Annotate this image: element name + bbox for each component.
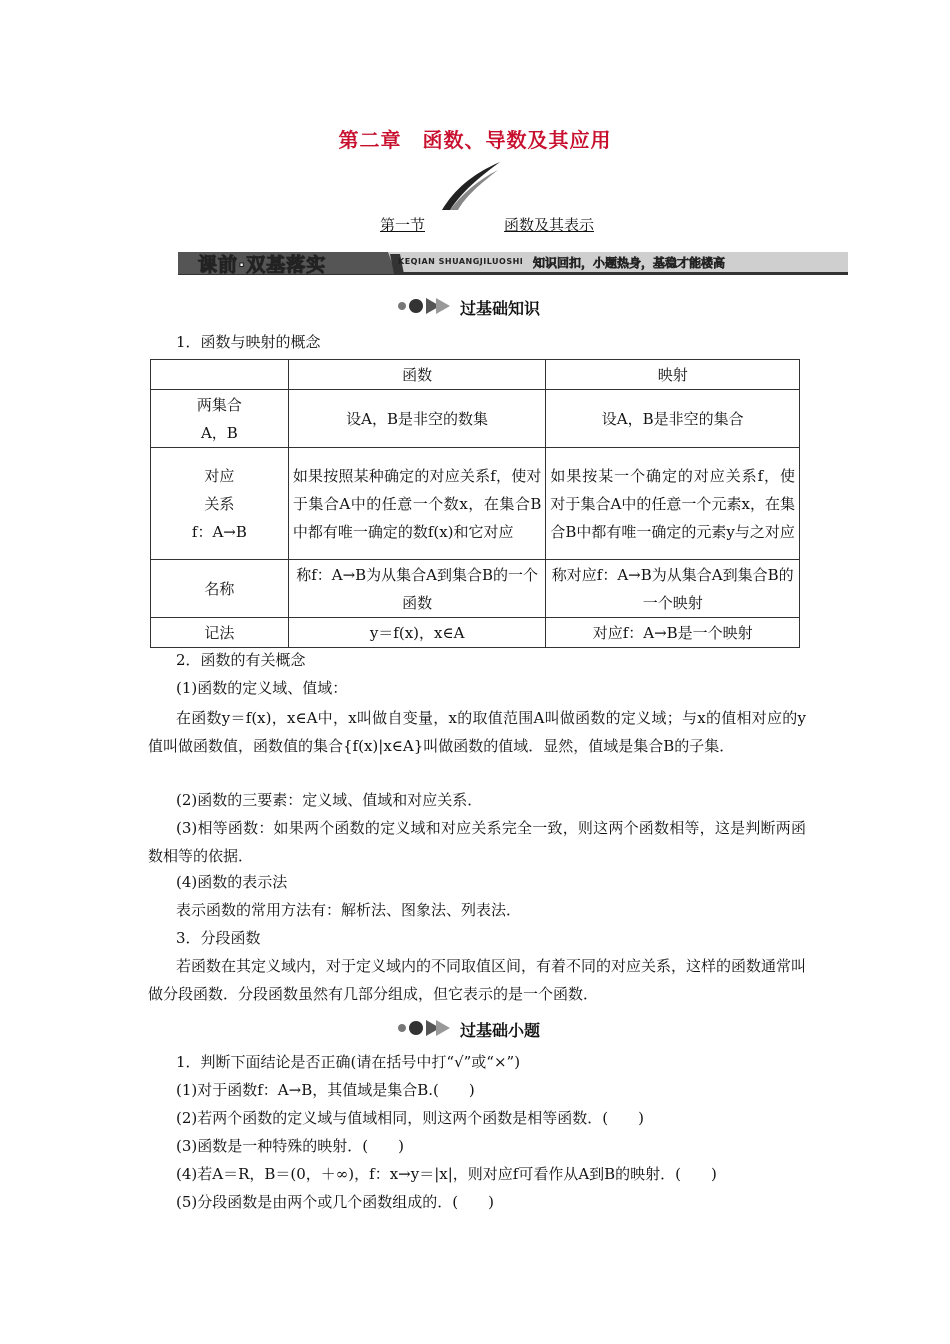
- cell-mapping-correspondence: 如果按某一个确定的对应关系f，使对于集合A中的任意一个元素x，在集合B中都有唯一确定的元素y与之对应: [546, 448, 800, 560]
- p2-1-body: 在函数y＝f(x)，x∈A中，x叫做自变量，x的取值范围A叫做函数的定义域；与x的值相对应的y值叫做函数值，函数值的集合{f(x)|x∈A}叫做函数的值域．显然，值域是集合B的子集．: [148, 709, 806, 755]
- decorative-swoosh-icon: [440, 160, 502, 212]
- q1-item: (4)若A＝R，B＝(0，＋∞)，f：x→y＝|x|，则对应f可看作从A到B的映射．( ): [176, 1165, 717, 1183]
- banner-english: KEQIAN SHUANGJILUOSHI: [398, 257, 524, 266]
- cell-function-correspondence: 如果按照某种确定的对应关系f，使对于集合A中的任意一个数x，在集合B中都有唯一确定的数f(x)和它对应: [288, 448, 546, 560]
- heading-bullet-icon: [396, 296, 454, 316]
- q1-item: (5)分段函数是由两个或几个函数组成的．( ): [176, 1193, 494, 1211]
- cell-function-notation: y＝f(x)，x∈A: [288, 618, 546, 648]
- cell-mapping-sets: 设A，B是非空的集合: [546, 390, 800, 448]
- heading-bullet-icon: [396, 1018, 454, 1038]
- row-label-notation: 记法: [151, 618, 289, 648]
- cell-function-sets: 设A，B是非空的数集: [288, 390, 546, 448]
- p2-2: (2)函数的三要素：定义域、值域和对应关系．: [176, 791, 483, 809]
- p2-4-body: 表示函数的常用方法有：解析法、图象法、列表法．: [176, 901, 522, 919]
- p2-4-title: (4)函数的表示法: [176, 873, 288, 891]
- q1-title: 1．判断下面结论是否正确(请在括号中打“√”或“×”): [176, 1053, 521, 1071]
- table-corner: [151, 360, 289, 390]
- p2-1-title: (1)函数的定义域、值域：: [176, 679, 348, 697]
- cell-mapping-notation: 对应f：A→B是一个映射: [546, 618, 800, 648]
- p3-body: 若函数在其定义域内，对于定义域内的不同取值区间，有着不同的对应关系，这样的函数通常叫做分段函数．分段函数虽然有几部分组成，但它表示的是一个函数．: [148, 957, 807, 1003]
- heading-knowledge: 过基础知识: [460, 299, 541, 318]
- p1-title: 1．函数与映射的概念: [176, 333, 321, 351]
- banner-subtitle: 知识回扣，小题热身，基稳才能楼高: [533, 256, 726, 270]
- table-header-function: 函数: [288, 360, 546, 390]
- function-mapping-table: [150, 359, 800, 648]
- heading-exercises: 过基础小题: [460, 1021, 541, 1040]
- row-label-sets: 两集合 A，B: [151, 390, 289, 448]
- cell-mapping-name: 称对应f：A→B为从集合A到集合B的一个映射: [546, 560, 800, 618]
- q1-item: (3)函数是一种特殊的映射．( ): [176, 1137, 404, 1155]
- section-title: 函数及其表示: [504, 216, 595, 234]
- p2-3: (3)相等函数：如果两个函数的定义域和对应关系完全一致，则这两个函数相等，这是判断两函数相等的依据．: [148, 819, 806, 865]
- q1-item: (1)对于函数f：A→B，其值域是集合B.( ): [176, 1081, 475, 1099]
- banner-title: 课前·双基落实: [198, 254, 327, 276]
- row-label-name: 名称: [151, 560, 289, 618]
- row-label-correspondence: 对应 关系 f：A→B: [151, 448, 289, 560]
- cell-function-name: 称f：A→B为从集合A到集合B的一个函数: [288, 560, 546, 618]
- p3-title: 3．分段函数: [176, 929, 261, 947]
- section-number: 第一节: [380, 216, 426, 234]
- p2-title: 2．函数的有关概念: [176, 651, 306, 669]
- chapter-title: 第二章 函数、导数及其应用: [338, 128, 612, 152]
- table-header-mapping: 映射: [546, 360, 800, 390]
- q1-item: (2)若两个函数的定义域与值域相同，则这两个函数是相等函数．( ): [176, 1109, 644, 1127]
